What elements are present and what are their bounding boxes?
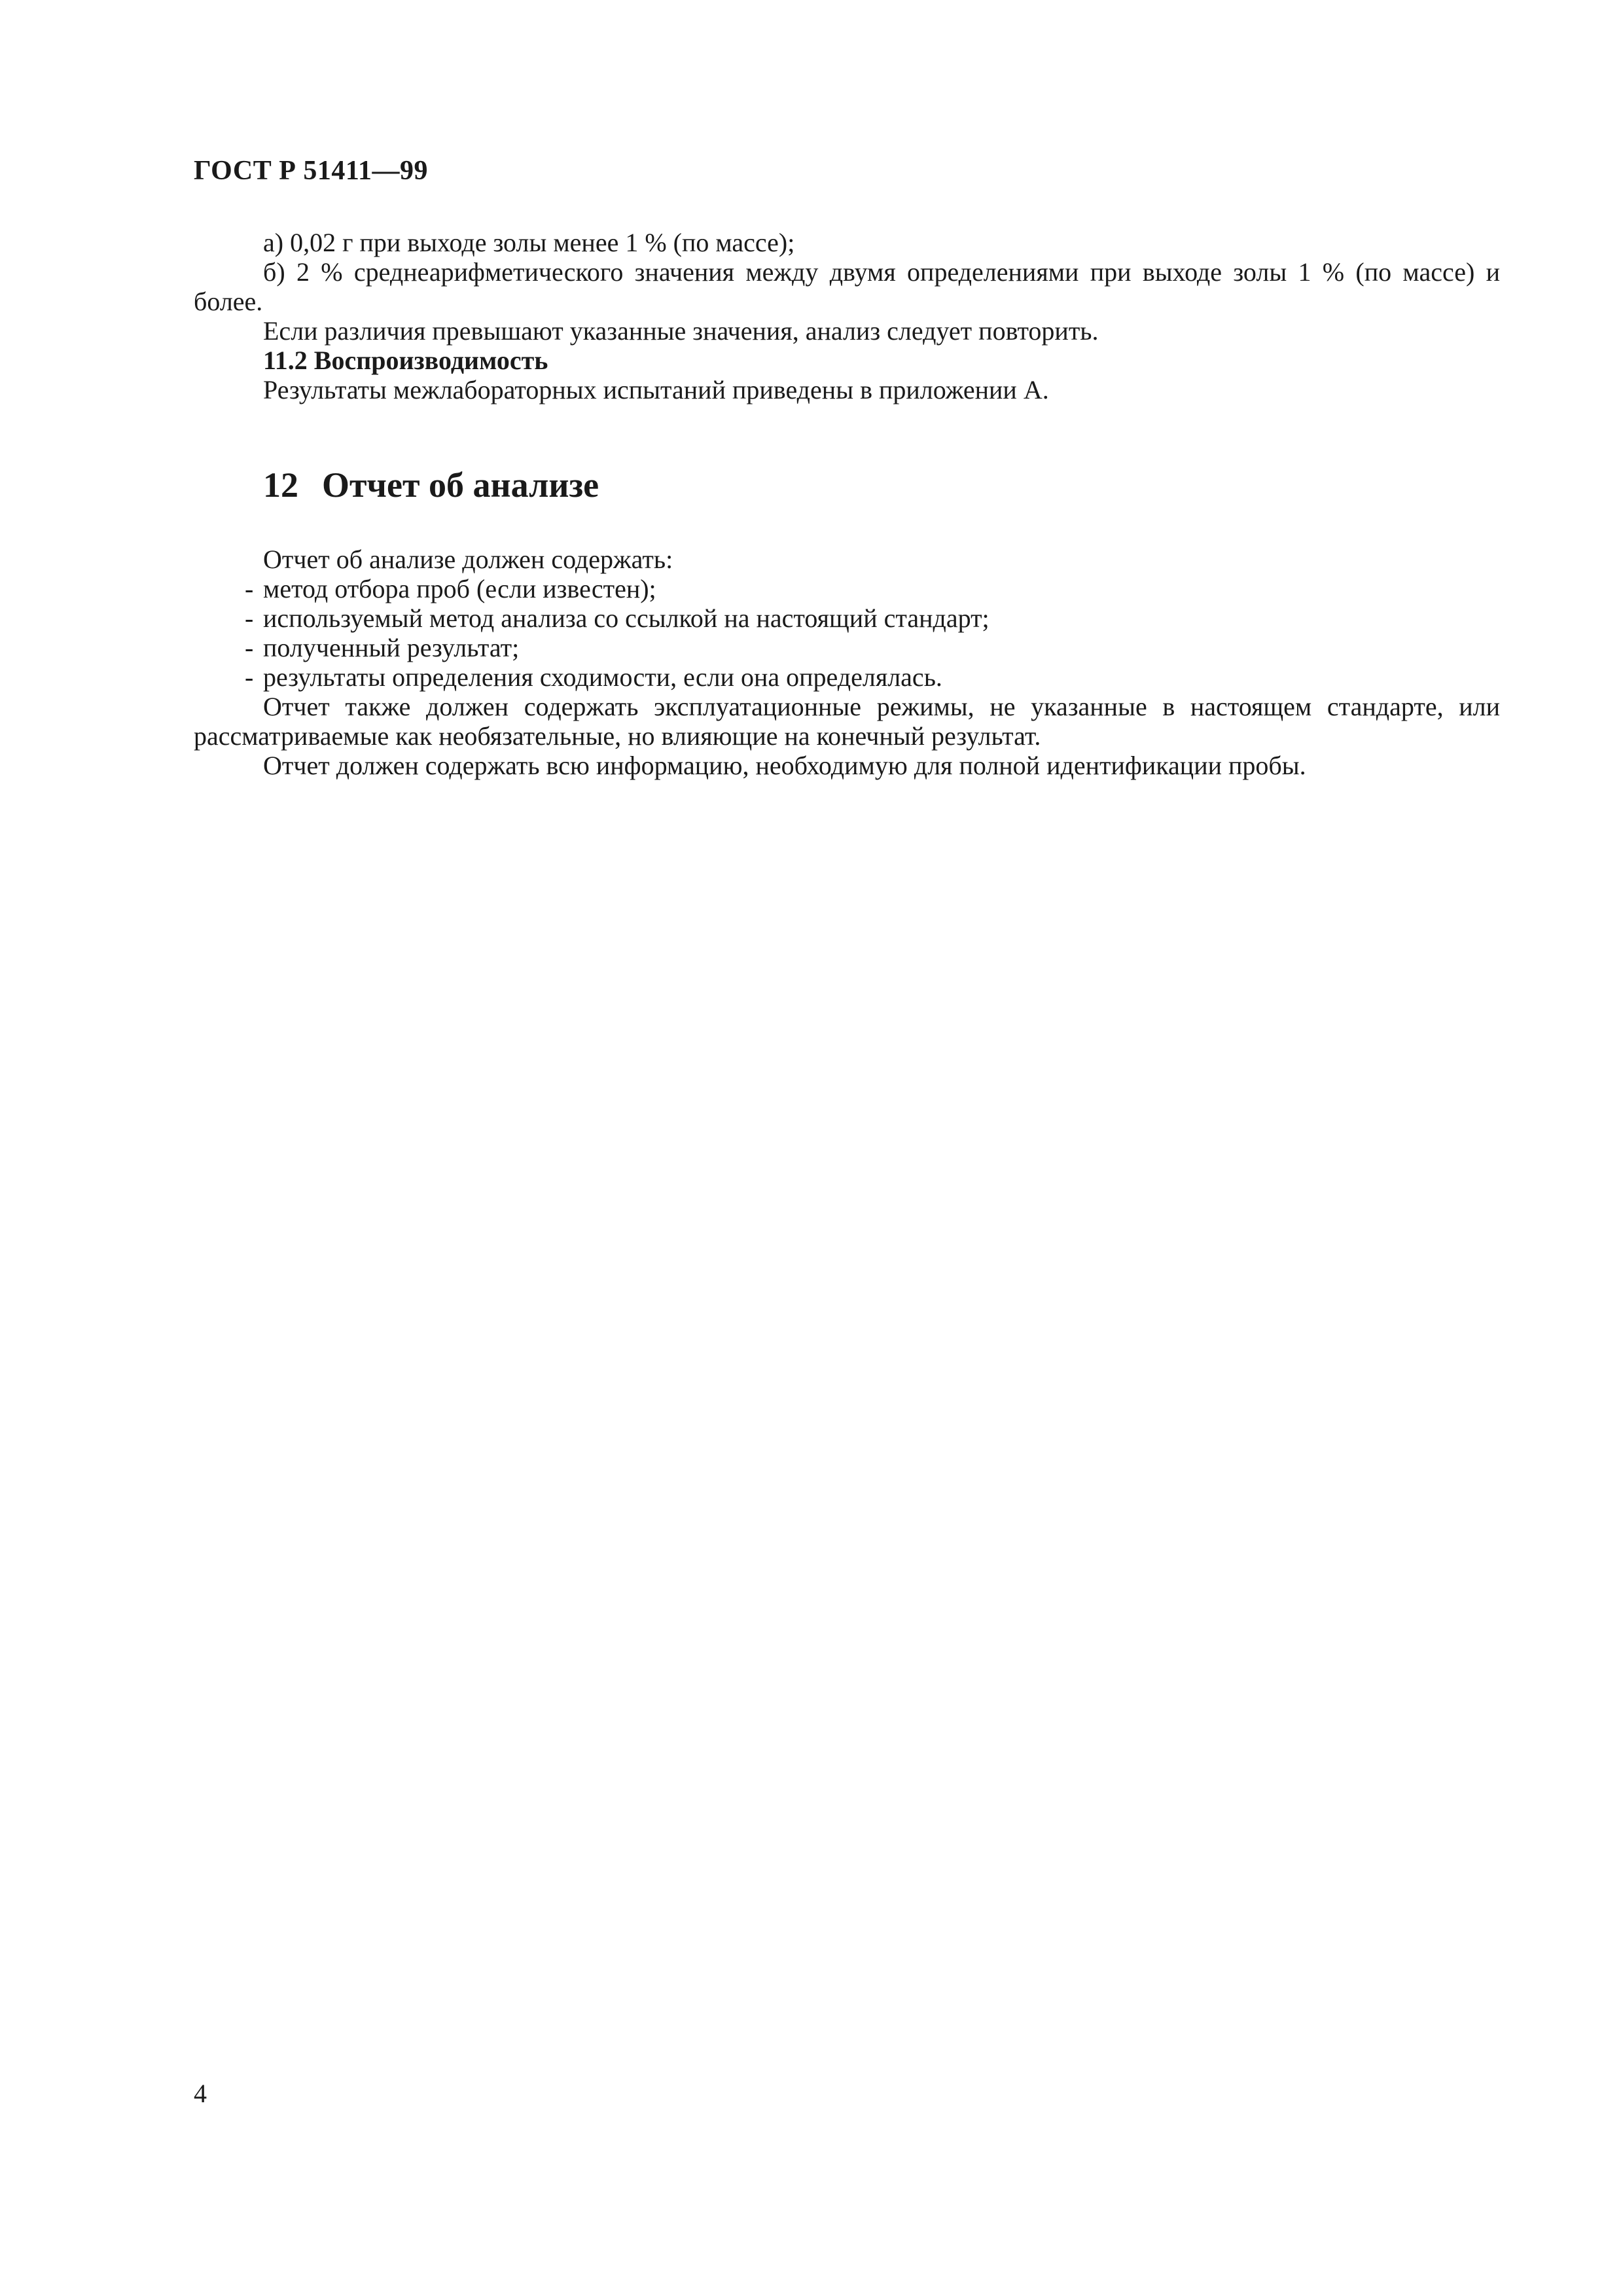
list-item-text: метод отбора проб (если известен); <box>263 574 656 603</box>
list-marker: - <box>245 574 254 603</box>
page-number: 4 <box>194 2079 207 2108</box>
list-item <box>194 603 1500 633</box>
list-item-b: б) 2 % среднеарифметического значения между двумя определениями при выходе золы 1 % (по массе) и более. <box>194 257 1500 316</box>
section-number: 12 <box>263 465 298 505</box>
report-intro: Отчет об анализе должен содержать: <box>263 545 673 574</box>
report-contents-list <box>194 574 1500 692</box>
subclause-heading: 11.2 Воспроизводимость <box>263 346 548 375</box>
section-heading <box>263 465 599 505</box>
section-title-text: Отчет об анализе <box>322 465 599 505</box>
report-paragraph-modes: Отчет также должен содержать эксплуатационные режимы, не указанные в настоящем стандарте, или рассматриваемые как необязательные, но влияющие на конечный результат. <box>194 692 1500 751</box>
list-marker: - <box>245 662 254 692</box>
repeat-note: Если различия превышают указанные значения, анализ следует повторить. <box>263 316 1099 346</box>
report-paragraph-identification: Отчет должен содержать всю информацию, необходимую для полной идентификации пробы. <box>263 751 1306 780</box>
list-marker: - <box>245 603 254 633</box>
list-item <box>194 574 1500 603</box>
list-marker: - <box>245 633 254 662</box>
list-item-text: полученный результат; <box>263 633 520 662</box>
list-item-text: результаты определения сходимости, если она определялась. <box>263 662 942 692</box>
section-12-block <box>194 545 1500 780</box>
clause-11-block <box>194 228 1500 404</box>
running-header: ГОСТ Р 51411—99 <box>194 156 429 186</box>
list-item <box>194 633 1500 662</box>
list-item <box>194 662 1500 692</box>
list-item-a: а) 0,02 г при выходе золы менее 1 % (по массе); <box>263 228 795 257</box>
list-item-text: используемый метод анализа со ссылкой на настоящий стандарт; <box>263 603 990 633</box>
subclause-text: Результаты межлабораторных испытаний приведены в приложении А. <box>263 375 1049 404</box>
